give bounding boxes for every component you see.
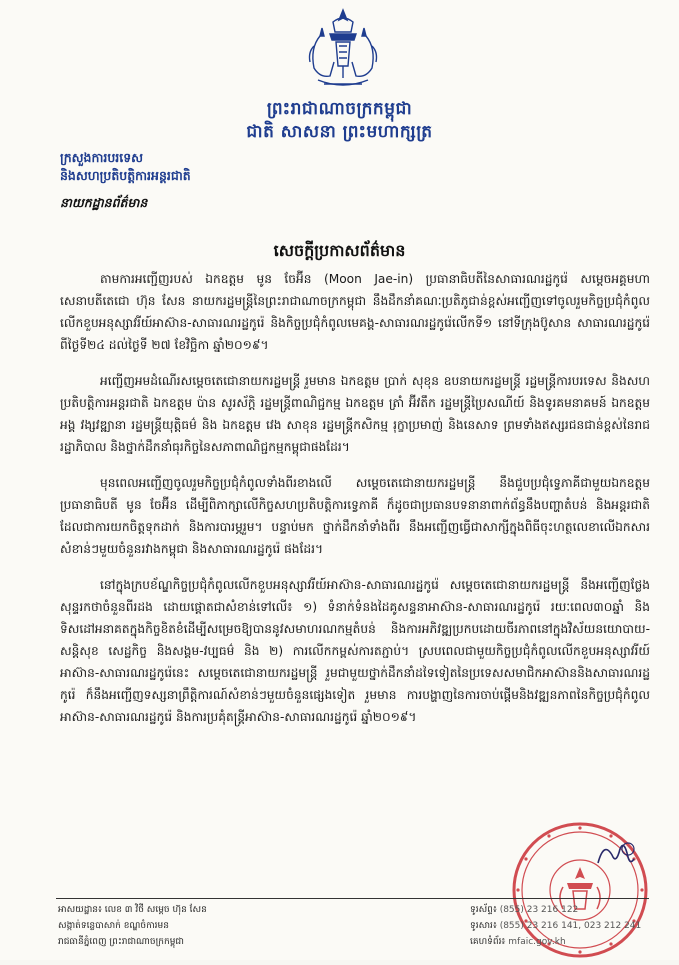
address-line-2: សង្កាត់ទន្លេបាសាក់ ខណ្ឌចំការមន	[58, 921, 169, 931]
paragraph-1: តាមការអញ្ជើញរបស់ ឯកឧត្តម មូន ចែអ៊ីន (Moon Jae-in) ប្រធានាធិបតីនៃសាធារណរដ្ឋកូរ៉េ សម្តេចអគ្គមហាសេនាបតីតេជោ ហ៊ុន សែន នាយករដ្ឋមន្ត្រីនៃព្រះរាជាណាចក្រកម្ពុជា នឹងដឹកនាំគណៈប្រតិភូជាន់ខ្ពស់អញ្ជើញទៅចូលរួមកិច្ចប្រជុំកំពូលលើកខួបអនុស្សាវរីយ៍អាស៊ាន-សាធារណរដ្ឋកូរ៉េ និងកិច្ចប្រជុំកំពូលមេគង្គ-សាធារណរដ្ឋកូរ៉េលើកទី១ នៅទីក្រុងប៊ូសាន សាធារណរដ្ឋកូរ៉េ ពីថ្ងៃទី២៤ ដល់ថ្ងៃទី ២៧ ខែវិច្ឆិកា ឆ្នាំ២០១៩។	[60, 272, 650, 352]
phone-line	[470, 902, 641, 918]
document-title: សេចក្តីប្រកាសព័ត៌មាន	[273, 241, 406, 260]
kingdom-title: ព្រះរាជាណាចក្រកម្ពុជា	[266, 99, 413, 119]
footer-address	[58, 902, 207, 950]
handwritten-signature	[590, 835, 640, 875]
department-name: នាយកដ្ឋានព័ត៌មាន	[60, 195, 148, 210]
phone-number: (855) 23 216 122	[499, 905, 579, 915]
paragraph-3: មុនពេលអញ្ជើញចូលរួមកិច្ចប្រជុំកំពូលទាំងពីរខាងលើ សម្តេចតេជោនាយករដ្ឋមន្ត្រី នឹងជួបប្រជុំទ្វេភាគីជាមួយឯកឧត្តមប្រធានាធិបតី មូន ចែអ៊ីន ដើម្បីពិភាក្សាលើកិច្ចសហប្រតិបត្តិការទ្វេភាគី ក៏ដូចជាប្រធានបទនានាពាក់ព័ន្ធនឹងបញ្ហាតំបន់ និងអន្តរជាតិ ដែលជាការយកចិត្តទុកដាក់ និងការបារម្ភរួម។ បន្ទាប់មក ថ្នាក់ដឹកនាំទាំងពីរ នឹងអញ្ជើញធ្វើជាសាក្សីក្នុងពិធីចុះហត្ថលេខាលើឯកសារសំខាន់ៗមួយចំនួនរវាងកម្ពុជា និងសាធារណរដ្ឋកូរ៉េ ផងដែរ។	[60, 476, 650, 556]
document-body	[60, 268, 650, 742]
footer-contact	[470, 902, 641, 950]
website-label: គេហទំព័រ៖	[470, 937, 506, 947]
website-url: mfaic.gov.kh	[508, 937, 566, 947]
address-line-1: អាសយដ្ឋាន៖ លេខ ៣ វិថី សម្តេច ហ៊ុន សែន	[58, 905, 207, 915]
royal-emblem-icon	[300, 6, 386, 94]
national-motto: ជាតិ សាសនា ព្រះមហាក្សត្រ	[246, 122, 433, 142]
fax-number: (855) 23 216 141, 023 212 241	[499, 921, 642, 931]
paragraph-4: នៅក្នុងក្របខ័ណ្ឌកិច្ចប្រជុំកំពូលលើកខួបអនុស្សាវរីយ៍អាស៊ាន-សាធារណរដ្ឋកូរ៉េ សម្តេចតេជោនាយករដ្ឋមន្ត្រី នឹងអញ្ជើញថ្លែងសុន្ទរកថាចំនួនពីរដង ដោយផ្តោតជាសំខាន់ទៅលើ៖ ១) ទំនាក់ទំនងដៃគូសន្ទនាអាស៊ាន-សាធារណរដ្ឋកូរ៉េ រយៈពេល៣០ឆ្នាំ និងទិសដៅអនាគតក្នុងកិច្ចខិតខំដើម្បីសម្រេចឱ្យបាននូវសមាហរណកម្មតំបន់ និងការអភិវឌ្ឍប្រកបដោយចីរភាពនៅក្នុងវិស័យនយោបាយ-សន្តិសុខ សេដ្ឋកិច្ច និងសង្គម-វប្បធម៌ និង ២) ការលើកកម្ពស់ការតភ្ជាប់។ ស្របពេលជាមួយកិច្ចប្រជុំកំពូលលើកខួបអនុស្សាវរីយ៍អាស៊ាន-សាធារណរដ្ឋកូរ៉េនេះ សម្តេចតេជោនាយករដ្ឋមន្ត្រី រួមជាមួយថ្នាក់ដឹកនាំដទៃទៀតនៃប្រទេសសមាជិកអាស៊ាននិងសាធារណរដ្ឋកូរ៉េ ក៏នឹងអញ្ជើញទស្សនាព្រឹត្តិការណ៍សំខាន់ៗមួយចំនួនផ្សេងទៀត រួមមាន ការបង្ហាញនៃការចាប់ផ្តើមនិងវឌ្ឍនភាពនៃកិច្ចប្រជុំកំពូលអាស៊ាន-សាធារណរដ្ឋកូរ៉េ និងការប្រគុំតន្ត្រីអាស៊ាន-សាធារណរដ្ឋកូរ៉េ ឆ្នាំ២០១៩។	[60, 578, 650, 724]
paragraph-2: អញ្ជើញអមដំណើរសម្តេចតេជោនាយករដ្ឋមន្ត្រី រួមមាន ឯកឧត្តម ប្រាក់ សុខុន ឧបនាយករដ្ឋមន្ត្រី រដ្ឋមន្ត្រីការបរទេស និងសហប្រតិបត្តិការអន្តរជាតិ ឯកឧត្តម ប៉ាន សូរស័ក្តិ រដ្ឋមន្ត្រីពាណិជ្ជកម្ម ឯកឧត្តម ត្រាំ អ៊ីវតឹក រដ្ឋមន្ត្រីប្រៃសណីយ៍ និងទូរគមនាគមន៍ ឯកឧត្តម អង្គ វង្សវឌ្ឍានា រដ្ឋមន្ត្រីយុត្តិធម៌ និង ឯកឧត្តម វេង សាខុន រដ្ឋមន្ត្រីកសិកម្ម រុក្ខាប្រមាញ់ និងនេសាទ ព្រមទាំងឥស្សរជនជាន់ខ្ពស់នៃរាជរដ្ឋាភិបាល និងថ្នាក់ដឹកនាំធុរកិច្ចនៃសភាពាណិជ្ជកម្មកម្ពុជាផងដែរ។	[60, 374, 650, 454]
fax-label: ទូរសារ៖	[470, 921, 497, 931]
address-line-3: រាជធានីភ្នំពេញ ព្រះរាជាណាចក្រកម្ពុជា	[58, 937, 184, 947]
fax-line	[470, 918, 641, 934]
website-line	[470, 934, 641, 950]
phone-label: ទូរស័ព្ទ៖	[470, 905, 497, 915]
ministry-name-line1: ក្រសួងការបរទេស	[60, 150, 144, 165]
ministry-name-line2: និងសហប្រតិបត្តិការអន្តរជាតិ	[60, 168, 191, 183]
footer-divider	[56, 898, 649, 899]
